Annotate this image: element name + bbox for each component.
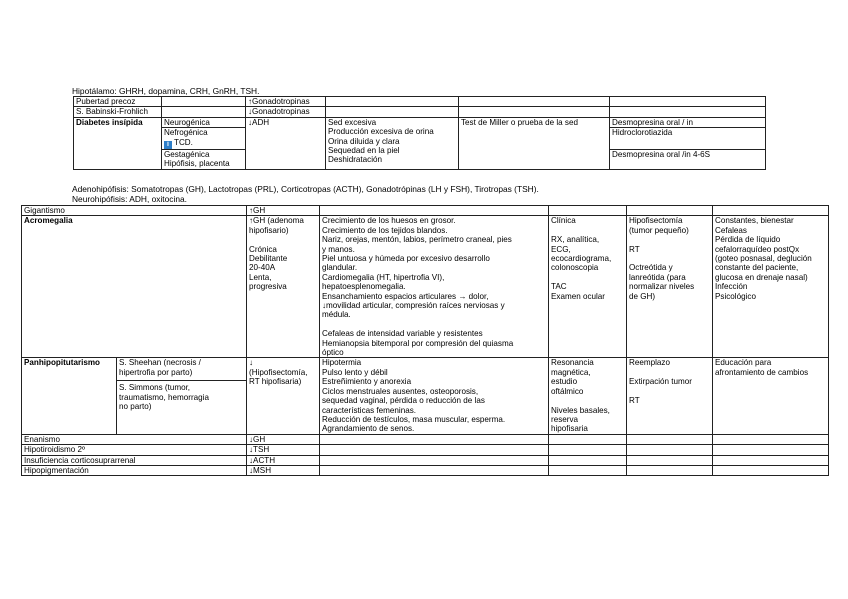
disease-cell: Acromegalia (22, 216, 247, 358)
table-row (22, 465, 829, 475)
type-neurogenic: Neurogénica (164, 117, 210, 127)
disease-cell: Gigantismo (22, 206, 247, 216)
table-row (22, 206, 829, 216)
hormone-cell: ↓ADH (246, 117, 326, 169)
table-row (22, 216, 829, 358)
treatment-cell: Hipofisectomía (tumor pequeño) RT Octreótida y lanreótida (para normalizar niveles de GH) (627, 216, 713, 358)
table-row (74, 97, 766, 107)
neurohypophysis-header: Neurohipófisis: ADH, oxitocina. (72, 194, 187, 204)
diagnosis-cell: Test de Miller o prueba de la sed (459, 117, 610, 169)
hypothalamus-table (73, 96, 766, 170)
disease-cell: Pubertad precoz (74, 97, 162, 107)
info-icon[interactable]: i (164, 141, 172, 149)
nursing-care-cell: Constantes, bienestar Cefaleas Pérdida de líquido cefalorraquídeo postQx (goteo posnasal, deglución constante del paciente, glucosa en drenaje nasal) Infección Psicológico (713, 216, 829, 358)
disease-cell: S. Babinski-Frohlich (74, 107, 162, 117)
nursing-care-cell: Educación para afrontamiento de cambios (713, 358, 829, 434)
hormone-cell: ↑Gonadotropinas (246, 97, 326, 107)
table-row (22, 445, 829, 455)
adenohypophysis-header: Adenohipófisis: Somatotropas (GH), Lactotropas (PRL), Corticotropas (ACTH), Gonadotrópinas (LH y FSH), Tirotropas (TSH). (72, 184, 539, 194)
table-row (74, 107, 766, 117)
diagnosis-cell: Resonancia magnética, estudio oftálmico Niveles basales, reserva hipofisaria (549, 358, 627, 434)
hormone-cell: ↑GH (247, 206, 320, 216)
simmons-syndrome: S. Simmons (tumor, traumatismo, hemorragia no parto) (117, 380, 246, 419)
hypothalamus-header: Hipotálamo: GHRH, dopamina, CRH, GnRH, TSH. (72, 86, 260, 96)
hormone-cell: ↓ACTH (247, 455, 320, 465)
treatment-cell: Desmopresina oral / in Hidroclorotiazida Desmopresina oral /in 4-6S (610, 117, 766, 169)
di-types-cell (162, 117, 246, 169)
table-row (22, 358, 829, 434)
tcd-text: TCD. (174, 137, 193, 147)
table-row (22, 455, 829, 465)
disease-cell: Enanismo (22, 434, 247, 444)
type-nephrogenic: Nefrogénica (164, 128, 208, 138)
disease-cell: Hipopigmentación (22, 465, 247, 475)
diagnosis-cell: Clínica RX, analítica, ECG, ecocardiograma, colonoscopia TAC Examen ocular (549, 216, 627, 358)
hormone-cell: ↓Gonadotropinas (246, 107, 326, 117)
hormone-cell: ↓MSH (247, 465, 320, 475)
hormone-cell: ↓ (Hipofisectomía, RT hipofisaria) (247, 358, 320, 434)
symptoms-cell: Sed excesiva Producción excesiva de orina Orina diluida y clara Sequedad en la piel Deshidratación (326, 117, 459, 169)
hormone-cell: ↓TSH (247, 445, 320, 455)
type-gestagenic: Gestagénica Hipófisis, placenta (162, 149, 245, 169)
table-row (74, 117, 766, 169)
type-nephrogenic-block (162, 127, 245, 148)
disease-cell: Hipotiroidismo 2º (22, 445, 247, 455)
symptoms-cell: Hipotermia Pulso lento y débil Estreñimiento y anorexia Ciclos menstruales ausentes, osteoporosis, sequedad vaginal, pérdida o reducción de las características femeninas. Reducción de testículos, masa muscular, esperma. Agrandamiento de senos. (320, 358, 549, 434)
hormone-cell: ↑GH (adenoma hipofisario) Crónica Debilitante 20-40A Lenta, progresiva (247, 216, 320, 358)
sheehan-syndrome: S. Sheehan (necrosis / hipertrofia por parto) (119, 358, 201, 377)
treatment-cell: Reemplazo Extirpación tumor RT (627, 358, 713, 434)
subtype-cell (117, 358, 247, 434)
hormone-cell: ↓GH (247, 434, 320, 444)
disease-cell: Insuficiencia corticosuprarrenal (22, 455, 247, 465)
table-row (22, 434, 829, 444)
symptoms-cell: Crecimiento de los huesos en grosor. Crecimiento de los tejidos blandos. Nariz, orejas, mentón, labios, perímetro craneal, pies y manos. Piel untuosa y húmeda por excesivo desarrollo glandular. Cardiomegalia (HT, hipertrofia VI), hepatoesplenomegalia. Ensanchamiento espacios articulares → dolor, ↓movilidad articular, compresión raíces nerviosas y médula. Cefaleas de intensidad variable y resistentes Hemianopsia bitemporal por compresión del quiasma óptico (320, 216, 549, 358)
disease-cell: Panhipopitutarismo (22, 358, 117, 434)
disease-cell: Diabetes insípida (74, 117, 162, 169)
adenohypophysis-table (21, 205, 829, 476)
